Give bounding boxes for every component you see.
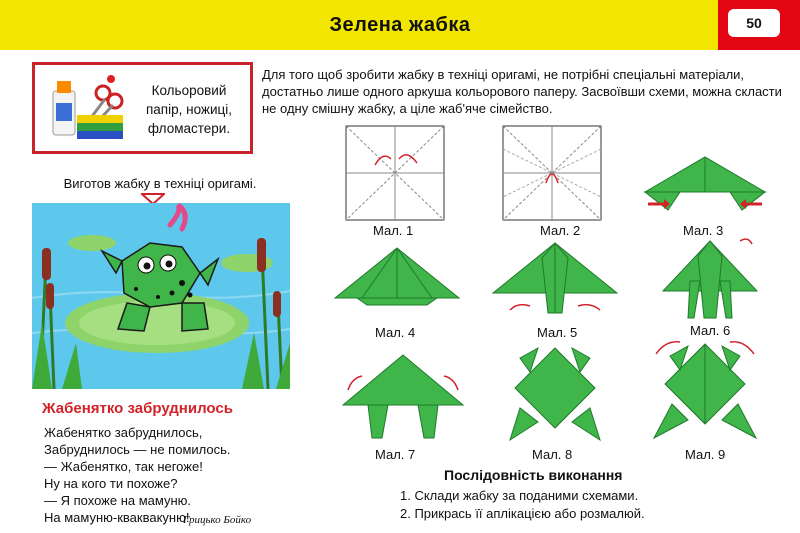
figure-label: Мал. 2 <box>540 223 581 238</box>
fold-diagram-7 <box>338 350 468 440</box>
fold-diagram-6 <box>660 236 760 322</box>
figure-label: Мал. 5 <box>537 325 578 340</box>
poem-author: Грицько Бойко <box>183 514 252 526</box>
figure-label: Мал. 1 <box>373 223 414 238</box>
figure-label: Мал. 6 <box>690 323 731 338</box>
figure-label: Мал. 7 <box>375 447 416 462</box>
poem-text <box>44 424 231 526</box>
figure-label: Мал. 4 <box>375 325 416 340</box>
figure-label: Мал. 3 <box>683 223 724 238</box>
frog-pond-illustration <box>32 203 290 389</box>
fold-diagram-9 <box>650 334 760 444</box>
poem-line: Забруднилось — не помилось. <box>44 442 231 457</box>
page-title: Зелена жабка <box>329 14 471 36</box>
illustration-caption: Виготов жабку в техніці оригамі. <box>63 176 257 191</box>
fold-diagram-3 <box>640 152 770 224</box>
page-number-box <box>718 0 800 50</box>
fold-diagram-4 <box>332 243 462 318</box>
fold-diagram-1 <box>345 125 445 221</box>
intro-text: Для того щоб зробити жабку в техніці оригамі, не потрібні спеціальні матеріали, достатньо лише одного аркуша кольорового паперу. Засвоївши схеми, можна скласти не одну смішну жабку, а ціле жаб'яче сімейство. <box>262 67 782 116</box>
sequence-steps <box>400 487 645 523</box>
poem-line: Ну на кого ти похоже? <box>44 476 178 491</box>
materials-illustration <box>41 71 126 143</box>
poem-line: — Я похоже на мамуню. <box>44 493 192 508</box>
sequence-title: Послідовність виконання <box>444 467 623 483</box>
poem-title: Жабенятко забруднилось <box>42 400 233 417</box>
fold-diagram-2 <box>502 125 602 221</box>
page-number: 50 <box>728 9 780 37</box>
poem-line: На мамуню-кваквакуню! <box>44 510 190 525</box>
figure-label: Мал. 8 <box>532 447 573 462</box>
figure-label: Мал. 9 <box>685 447 726 462</box>
fold-diagram-8 <box>500 338 610 444</box>
fold-diagram-5 <box>490 238 620 318</box>
sequence-step: 1. Склади жабку за поданими схемами. <box>400 488 639 503</box>
materials-box <box>32 62 253 154</box>
sequence-step: 2. Прикрась її аплікацією або розмалюй. <box>400 506 645 521</box>
poem-line: Жабенятко забруднилось, <box>44 425 203 440</box>
materials-text: Кольоровий папір, ножиці, фломастери. <box>145 83 232 136</box>
poem-line: — Жабенятко, так негоже! <box>44 459 203 474</box>
